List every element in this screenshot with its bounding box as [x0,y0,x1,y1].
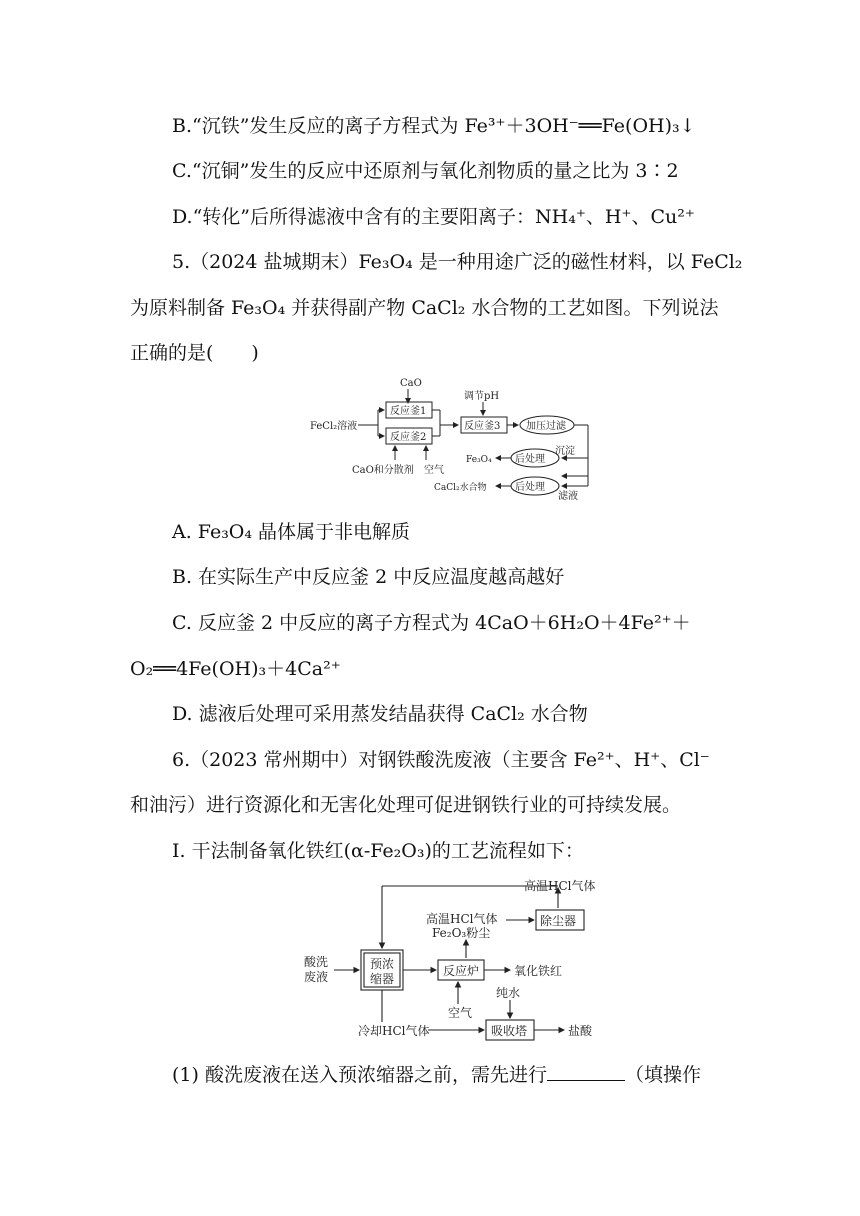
question-6-part-1-text: (1) 酸洗废液在送入预浓缩器之前，需先进行 [172,1064,547,1086]
question-5-line-2: 为原料制备 Fe₃O₄ 并获得副产物 CaCl₂ 水合物的工艺如图。下列说法 [130,297,719,319]
option-c-line: C.“沉铜”发生的反应中还原剂与氧化剂物质的量之比为 3∶2 [172,160,679,182]
iron-red-label: 氧化铁红 [514,964,563,978]
process-diagram-2 [298,872,608,1044]
hydrochloric-acid-label: 盐酸 [568,1024,593,1038]
fecl2-label: FeCl₂溶液 [310,421,358,432]
question-6-part-1 [172,1060,701,1088]
question-6-line-1: 6.（2023 常州期中）对钢铁酸洗废液（主要含 Fe²⁺、H⁺、Cl⁻ [172,749,710,771]
process-diagram-1 [300,372,600,504]
option-b: B. 在实际生产中反应釜 2 中反应温度越高越好 [172,566,565,588]
dust-remover-label: 除尘器 [540,914,577,928]
cao-top-label: CaO [400,378,422,389]
filtrate-label: 滤液 [558,491,578,502]
air-label: 空气 [424,465,444,476]
cool-hcl-label: 冷却HCl气体 [358,1024,430,1038]
option-c-part-1: C. 反应釜 2 中反应的离子方程式为 4CaO＋6H₂O＋4Fe²⁺＋ [172,612,691,634]
fe3o4-label: Fe₃O₄ [466,455,492,465]
filter-label: 加压过滤 [526,421,566,432]
reactor-3-label: 反应釜3 [464,421,501,432]
option-b-line: B.“沉铁”发生反应的离子方程式为 Fe³⁺＋3OH⁻══Fe(OH)₃↓ [172,115,696,137]
reactor-1-label: 反应釜1 [390,406,427,417]
option-d: D. 滤液后处理可采用蒸发结晶获得 CaCl₂ 水合物 [172,703,588,725]
post-treatment-2-label: 后处理 [515,482,545,493]
hot-hcl-top-label: 高温HCl气体 [524,879,596,893]
answer-blank[interactable] [547,1060,625,1081]
ph-label: 调节pH [464,391,500,402]
reactor-2-label: 反应釜2 [390,432,427,443]
furnace-label: 反应炉 [443,964,480,978]
preconcentrator-label-2: 缩器 [370,972,395,986]
option-c-part-2: O₂══4Fe(OH)₃＋4Ca²⁺ [130,658,341,680]
waste-label-1: 酸洗 [304,955,329,969]
pure-water-label: 纯水 [496,986,521,1000]
air-label: 空气 [448,1006,473,1020]
absorber-label: 吸收塔 [491,1024,528,1038]
fe2o3-dust-label: Fe₂O₃粉尘 [432,926,491,940]
hot-hcl-gas-label: 高温HCl气体 [426,912,498,926]
cacl2-hydrate-label: CaCl₂水合物 [434,483,487,493]
question-6-part-1-tail: （填操作 [624,1064,701,1086]
post-treatment-1-label: 后处理 [515,454,545,465]
question-6-line-2: 和油污）进行资源化和无害化处理可促进钢铁行业的可持续发展。 [130,794,682,816]
cao-dispersant-label: CaO和分散剂 [352,465,414,476]
question-5-line-1: 5.（2024 盐城期末）Fe₃O₄ 是一种用途广泛的磁性材料，以 FeCl₂ [172,251,743,273]
question-5-line-3: 正确的是( ) [130,342,259,364]
question-6-section-1: Ⅰ. 干法制备氧化铁红(α-Fe₂O₃)的工艺流程如下： [172,840,584,862]
preconcentrator-label-1: 预浓 [370,957,395,971]
waste-label-2: 废液 [304,970,329,984]
option-d-line: D.“转化”后所得滤液中含有的主要阳离子：NH₄⁺、H⁺、Cu²⁺ [172,206,695,228]
option-a: A. Fe₃O₄ 晶体属于非电解质 [172,521,411,543]
precipitate-label: 沉淀 [555,446,575,457]
